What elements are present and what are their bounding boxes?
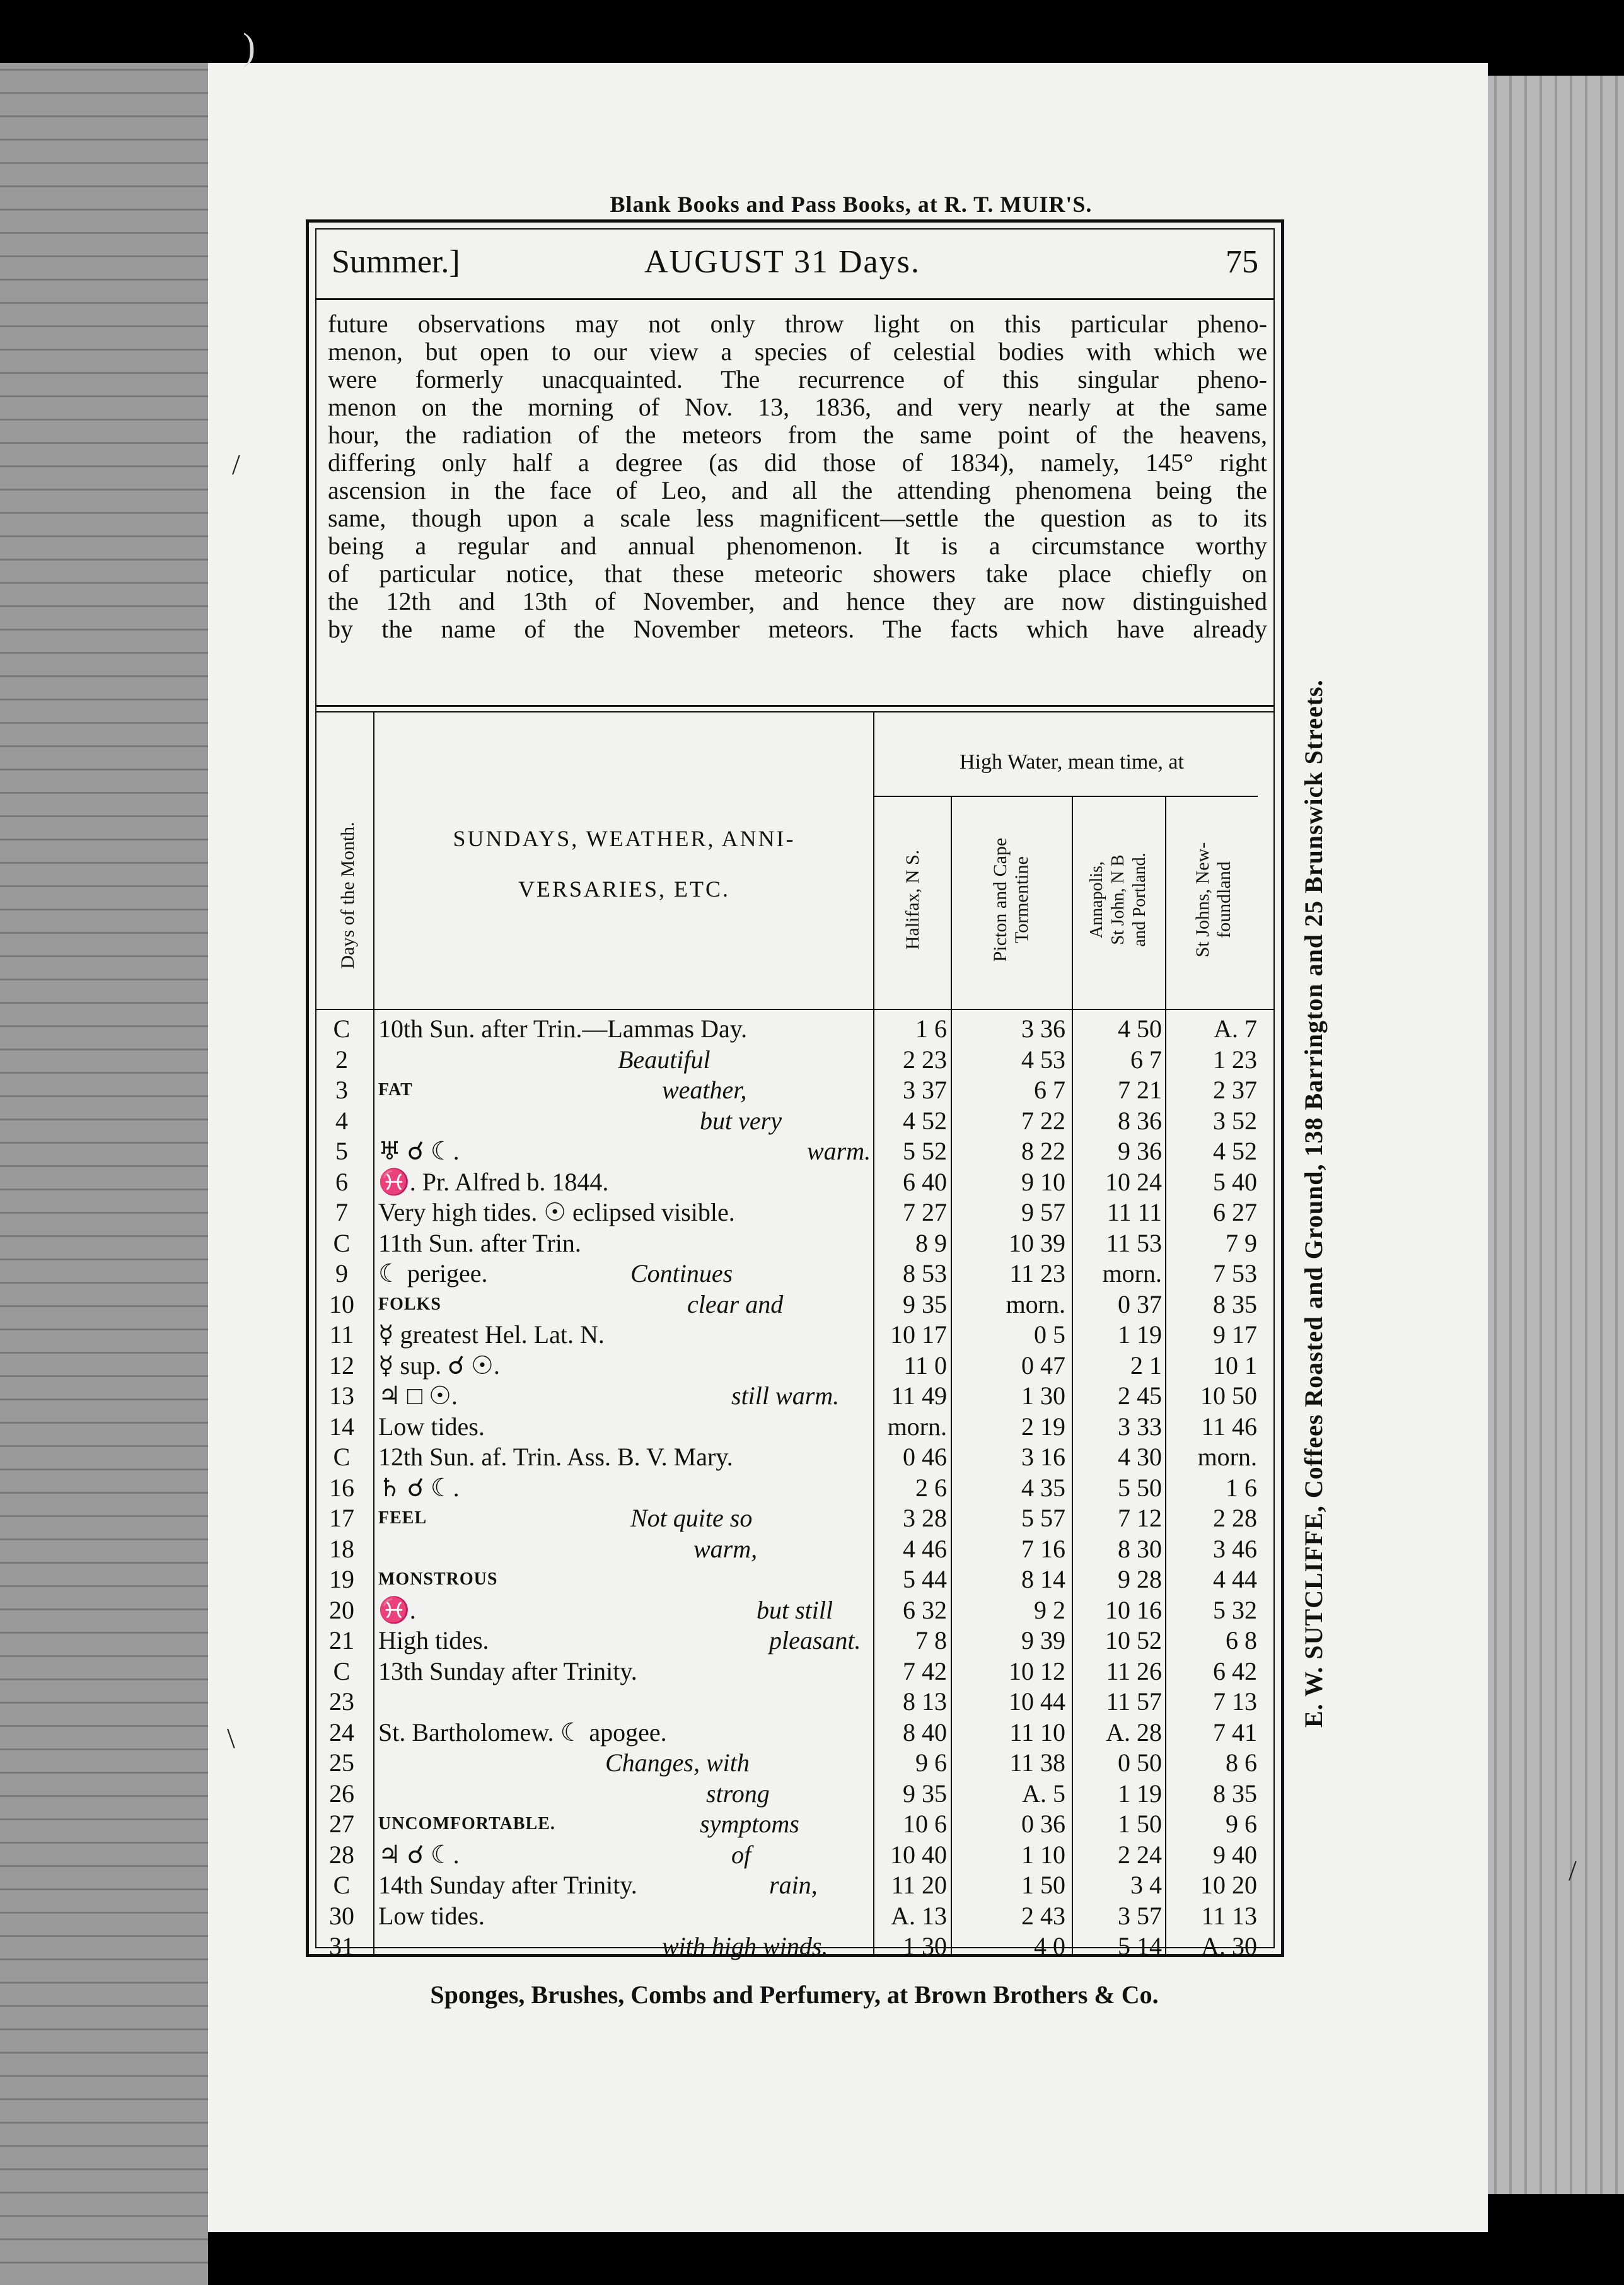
halifax-cell: 4 52: [903, 1106, 947, 1135]
event-cell: FEEL: [378, 1508, 427, 1528]
event-cell: MONSTROUS: [378, 1569, 498, 1589]
day-cell: 20: [329, 1595, 354, 1624]
halifax-cell: 10 40: [890, 1840, 947, 1869]
weather-cell: Beautiful: [618, 1045, 710, 1074]
stjohns-cell: 8 35: [1213, 1289, 1257, 1318]
picton-cell: 4 0: [1034, 1932, 1065, 1960]
picton-cell: 1 30: [1021, 1381, 1065, 1410]
day-cell: 7: [335, 1198, 348, 1226]
event-cell: FAT: [378, 1080, 413, 1100]
season-label: Summer.]: [332, 244, 460, 280]
halifax-cell: 3 37: [903, 1076, 947, 1104]
annapolis-cell: morn.: [1102, 1259, 1162, 1288]
halifax-cell: morn.: [887, 1412, 947, 1441]
event-cell: ☿ sup. ☌ ☉.: [378, 1351, 500, 1380]
stjohns-cell: 11 13: [1201, 1901, 1257, 1930]
event-cell: Low tides.: [378, 1901, 485, 1930]
side-advertisement: E. W. SUTCLIFFE, Coffees Roasted and Ground, 138 Barrington and 25 Brunswick Streets.: [1299, 679, 1328, 1728]
day-cell: 11: [329, 1320, 354, 1349]
annapolis-cell: A. 28: [1106, 1718, 1162, 1747]
page-number: 75: [1226, 244, 1258, 280]
table-row: [316, 1412, 1273, 1443]
day-cell: 31: [329, 1932, 354, 1960]
table-row: [316, 1656, 1273, 1687]
event-cell: ♄ ☌ ☾.: [378, 1473, 460, 1502]
table-row: [316, 1718, 1273, 1748]
stjohns-cell: 9 17: [1213, 1320, 1257, 1349]
annapolis-cell: 6 7: [1130, 1045, 1162, 1074]
table-row: [316, 1625, 1273, 1656]
weather-cell: with high winds.: [662, 1932, 828, 1960]
day-cell: 6: [335, 1167, 348, 1196]
table-row: [316, 1809, 1273, 1840]
table-row: [316, 1931, 1273, 1962]
halifax-cell: 5 44: [903, 1565, 947, 1593]
annapolis-header: Annapolis, St John, N B and Portland.: [1087, 852, 1149, 947]
essay-line: ascension in the face of Leo, and all the attending phenomena being the: [328, 476, 1267, 504]
annapolis-cell: 10 16: [1105, 1595, 1162, 1624]
day-cell: 30: [329, 1901, 354, 1930]
picton-cell: 1 10: [1021, 1840, 1065, 1869]
table-row: [316, 1595, 1273, 1626]
stjohns-cell: A. 30: [1201, 1932, 1257, 1960]
table-rule-top: [316, 705, 1273, 707]
halifax-cell: 2 23: [903, 1045, 947, 1074]
weather-cell: symptoms: [700, 1810, 799, 1838]
stjohns-cell: 3 46: [1213, 1534, 1257, 1563]
stjohns-cell: 10 50: [1200, 1381, 1257, 1410]
essay-line: of particular notice, that these meteoric showers take place chiefly on: [328, 559, 1267, 588]
event-cell: 14th Sunday after Trinity.: [378, 1871, 637, 1899]
picton-header: Picton and Cape Tormentine: [990, 837, 1032, 962]
annapolis-cell: 10 24: [1105, 1167, 1162, 1196]
weather-cell: strong: [706, 1779, 770, 1808]
halifax-cell: 9 6: [915, 1748, 947, 1777]
picton-cell: 7 16: [1021, 1534, 1065, 1563]
halifax-cell: 1 6: [915, 1015, 947, 1043]
stjohns-cell: 6 8: [1226, 1626, 1257, 1654]
day-cell: 24: [329, 1718, 354, 1747]
halifax-cell: 1 30: [903, 1932, 947, 1960]
stjohns-cell: 9 40: [1213, 1840, 1257, 1869]
calendar-table-rows: [316, 1014, 1273, 1962]
stjohns-cell: 1 6: [1226, 1473, 1257, 1502]
essay-line: differing only half a degree (as did those of 1834), namely, 145° right: [328, 448, 1267, 477]
table-row: [316, 1045, 1273, 1076]
picton-cell: 10 12: [1009, 1656, 1065, 1685]
stjohns-cell: 2 37: [1213, 1076, 1257, 1104]
adjacent-page-left: [0, 63, 208, 2285]
day-cell: C: [333, 1443, 351, 1471]
title-bar: [316, 230, 1273, 300]
event-cell: 12th Sun. af. Trin. Ass. B. V. Mary.: [378, 1443, 733, 1471]
corner-mark: ): [243, 26, 255, 67]
annapolis-cell: 1 19: [1118, 1779, 1162, 1808]
annapolis-cell: 10 52: [1105, 1626, 1162, 1654]
table-row: [316, 1136, 1273, 1167]
event-cell: ♃ □ ☉.: [378, 1381, 458, 1410]
halifax-header: Halifax, N S.: [902, 849, 923, 950]
weather-cell: warm,: [693, 1534, 758, 1563]
halifax-cell: 10 6: [903, 1810, 947, 1838]
annapolis-cell: 3 4: [1130, 1871, 1162, 1899]
event-cell: St. Bartholomew. ☾ apogee.: [378, 1718, 667, 1747]
day-cell: 21: [329, 1626, 354, 1654]
halifax-cell: 0 46: [903, 1443, 947, 1471]
picton-cell: 9 57: [1021, 1198, 1065, 1226]
stjohns-cell: 7 9: [1226, 1228, 1257, 1257]
stjohns-cell: 4 52: [1213, 1137, 1257, 1165]
stjohns-cell: 7 13: [1213, 1687, 1257, 1716]
day-cell: 3: [335, 1076, 348, 1104]
day-cell: 23: [329, 1687, 354, 1716]
month-title: AUGUST 31 Days.: [644, 244, 920, 280]
high-water-header: High Water, mean time, at: [960, 750, 1184, 774]
event-cell: ☿ greatest Hel. Lat. N.: [378, 1320, 605, 1349]
halifax-cell: 11 0: [903, 1351, 947, 1380]
picton-cell: 6 7: [1034, 1076, 1065, 1104]
table-row: [316, 1167, 1273, 1198]
event-cell: 13th Sunday after Trinity.: [378, 1656, 637, 1685]
table-row: [316, 1197, 1273, 1228]
weather-cell: Changes, with: [605, 1748, 750, 1777]
essay-line: menon, but open to our view a species of celestial bodies with which we: [328, 337, 1267, 366]
table-row: [316, 1779, 1273, 1810]
picton-cell: 8 14: [1021, 1565, 1065, 1593]
day-cell: C: [333, 1656, 351, 1685]
essay-line: menon on the morning of Nov. 13, 1836, and very nearly at the same: [328, 393, 1267, 421]
stjohns-cell: 3 52: [1213, 1106, 1257, 1135]
weather-cell: pleasant.: [769, 1626, 861, 1654]
day-cell: 28: [329, 1840, 354, 1869]
annapolis-cell: 4 50: [1118, 1015, 1162, 1043]
annapolis-cell: 2 45: [1118, 1381, 1162, 1410]
table-row: [316, 1228, 1273, 1259]
page-stack-edge: [1479, 76, 1624, 2194]
day-cell: 13: [329, 1381, 354, 1410]
day-cell: 19: [329, 1565, 354, 1593]
weather-cell: Not quite so: [630, 1504, 753, 1532]
annapolis-cell: 11 53: [1106, 1228, 1162, 1257]
day-cell: 12: [329, 1351, 354, 1380]
sundays-weather-header: SUNDAYS, WEATHER, ANNI- VERSARIES, ETC.: [453, 826, 796, 902]
halifax-cell: 7 27: [903, 1198, 947, 1226]
weather-cell: Continues: [630, 1259, 733, 1288]
table-row: [316, 1442, 1273, 1473]
margin-tick-1: /: [232, 448, 240, 480]
annapolis-cell: 7 12: [1118, 1504, 1162, 1532]
stjohns-cell: 2 28: [1213, 1504, 1257, 1532]
halifax-cell: 8 13: [903, 1687, 947, 1716]
picton-cell: 1 50: [1021, 1871, 1065, 1899]
halifax-cell: 2 6: [915, 1473, 947, 1502]
weather-cell: rain,: [769, 1871, 818, 1899]
annapolis-cell: 2 24: [1118, 1840, 1162, 1869]
stjohns-cell: 10 20: [1200, 1871, 1257, 1899]
halifax-cell: 7 8: [915, 1626, 947, 1654]
picton-cell: 8 22: [1021, 1137, 1065, 1165]
picton-cell: 3 36: [1021, 1015, 1065, 1043]
picton-cell: 5 57: [1021, 1504, 1065, 1532]
picton-cell: 3 16: [1021, 1443, 1065, 1471]
annapolis-cell: 9 36: [1118, 1137, 1162, 1165]
stjohns-cell: 8 35: [1213, 1779, 1257, 1808]
picton-cell: 0 47: [1021, 1351, 1065, 1380]
stjohns-cell: 7 53: [1213, 1259, 1257, 1288]
day-cell: C: [333, 1871, 351, 1899]
annapolis-cell: 11 11: [1106, 1198, 1162, 1226]
picton-cell: 11 38: [1009, 1748, 1065, 1777]
annapolis-cell: 0 37: [1118, 1289, 1162, 1318]
annapolis-cell: 3 33: [1118, 1412, 1162, 1441]
table-row: [316, 1840, 1273, 1871]
picton-cell: 11 23: [1009, 1259, 1065, 1288]
table-row: [316, 1106, 1273, 1137]
picton-cell: 2 43: [1021, 1901, 1065, 1930]
annapolis-cell: 9 28: [1118, 1565, 1162, 1593]
table-rule-top-2: [316, 711, 1273, 712]
day-cell: 17: [329, 1504, 354, 1532]
essay-line: same, though upon a scale less magnificent—settle the question as to its: [328, 504, 1267, 532]
day-cell: 18: [329, 1534, 354, 1563]
day-cell: 27: [329, 1810, 354, 1838]
halifax-cell: 8 53: [903, 1259, 947, 1288]
day-cell: 5: [335, 1137, 348, 1165]
day-cell: C: [333, 1015, 351, 1043]
table-row: [316, 1748, 1273, 1779]
table-row: [316, 1289, 1273, 1320]
weather-cell: still warm.: [731, 1381, 840, 1410]
halifax-cell: A. 13: [891, 1901, 947, 1930]
table-row: [316, 1473, 1273, 1504]
event-cell: ♓. Pr. Alfred b. 1844.: [378, 1167, 609, 1196]
stjohns-header: St Johns, New- foundland: [1192, 842, 1234, 958]
halifax-cell: 11 20: [891, 1871, 947, 1899]
weather-cell: warm.: [807, 1137, 871, 1165]
annapolis-cell: 7 21: [1118, 1076, 1162, 1104]
day-cell: 14: [329, 1412, 354, 1441]
essay-line: were formerly unacquainted. The recurrence of this singular pheno-: [328, 365, 1267, 393]
halifax-cell: 6 40: [903, 1167, 947, 1196]
picton-cell: 0 5: [1034, 1320, 1065, 1349]
table-row: [316, 1503, 1273, 1534]
annapolis-cell: 1 50: [1118, 1810, 1162, 1838]
event-cell: 11th Sun. after Trin.: [378, 1228, 581, 1257]
picton-cell: A. 5: [1022, 1779, 1065, 1808]
essay-line: by the name of the November meteors. The facts which have already: [328, 615, 1267, 643]
stjohns-cell: 6 27: [1213, 1198, 1257, 1226]
stjohns-cell: 1 23: [1213, 1045, 1257, 1074]
event-cell: High tides.: [378, 1626, 489, 1654]
weather-cell: but still: [757, 1595, 833, 1624]
picton-cell: 9 2: [1034, 1595, 1065, 1624]
annapolis-cell: 4 30: [1118, 1443, 1162, 1471]
header-advertisement: Blank Books and Pass Books, at R. T. MUIR'S.: [610, 192, 1093, 217]
header-bottom-rule: [316, 1009, 1273, 1010]
event-cell: FOLKS: [378, 1294, 441, 1314]
table-row: [316, 1870, 1273, 1901]
weather-cell: clear and: [687, 1289, 784, 1318]
day-cell: 4: [335, 1106, 348, 1135]
stjohns-cell: 7 41: [1213, 1718, 1257, 1747]
essay-line: the 12th and 13th of November, and hence they are now distinguished: [328, 587, 1267, 615]
stjohns-cell: 8 6: [1226, 1748, 1257, 1777]
annapolis-cell: 1 19: [1118, 1320, 1162, 1349]
days-of-month-header: Days of the Month.: [337, 822, 358, 969]
day-cell: 10: [329, 1289, 354, 1318]
day-cell: 9: [335, 1259, 348, 1288]
stjohns-cell: 11 46: [1201, 1412, 1257, 1441]
table-row: [316, 1534, 1273, 1565]
event-cell: ☾ perigee.: [378, 1259, 488, 1288]
annapolis-cell: 11 26: [1106, 1656, 1162, 1685]
table-row: [316, 1901, 1273, 1932]
stjohns-cell: 6 42: [1213, 1656, 1257, 1685]
essay-line: being a regular and annual phenomenon. It is a circumstance worthy: [328, 532, 1267, 560]
event-cell: Very high tides. ☉ eclipsed visible.: [378, 1198, 735, 1226]
table-row: [316, 1075, 1273, 1106]
picton-cell: 0 36: [1021, 1810, 1065, 1838]
halifax-cell: 8 9: [915, 1228, 947, 1257]
annapolis-cell: 0 50: [1118, 1748, 1162, 1777]
picton-cell: morn.: [1006, 1289, 1065, 1318]
table-row: [316, 1381, 1273, 1412]
stjohns-cell: 5 32: [1213, 1595, 1257, 1624]
picton-cell: 11 10: [1009, 1718, 1065, 1747]
halifax-cell: 8 40: [903, 1718, 947, 1747]
day-cell: 16: [329, 1473, 354, 1502]
event-cell: ♃ ☌ ☾.: [378, 1840, 460, 1869]
annapolis-cell: 5 14: [1118, 1932, 1162, 1960]
halifax-cell: 9 35: [903, 1289, 947, 1318]
picton-cell: 4 53: [1021, 1045, 1065, 1074]
weather-cell: but very: [700, 1106, 782, 1135]
weather-cell: of: [731, 1840, 751, 1869]
annapolis-cell: 8 36: [1118, 1106, 1162, 1135]
event-cell: UNCOMFORTABLE.: [378, 1814, 555, 1834]
picton-cell: 4 35: [1021, 1473, 1065, 1502]
essay-line: future observations may not only throw light on this particular pheno-: [328, 310, 1267, 338]
halifax-cell: 5 52: [903, 1137, 947, 1165]
picton-cell: 9 39: [1021, 1626, 1065, 1654]
event-cell: Low tides.: [378, 1412, 485, 1441]
day-cell: 26: [329, 1779, 354, 1808]
day-cell: 2: [335, 1045, 348, 1074]
stjohns-cell: A. 7: [1214, 1015, 1257, 1043]
footer-advertisement: Sponges, Brushes, Combs and Perfumery, at Brown Brothers & Co.: [430, 1980, 1159, 2009]
essay-line: hour, the radiation of the meteors from the same point of the heavens,: [328, 421, 1267, 449]
picton-cell: 10 44: [1009, 1687, 1065, 1716]
picton-cell: 2 19: [1021, 1412, 1065, 1441]
event-cell: ♅ ☌ ☾.: [378, 1137, 460, 1165]
stjohns-cell: 4 44: [1213, 1565, 1257, 1593]
event-cell: 10th Sun. after Trin.—Lammas Day.: [378, 1015, 748, 1043]
annapolis-cell: 3 57: [1118, 1901, 1162, 1930]
picton-cell: 9 10: [1021, 1167, 1065, 1196]
table-row: [316, 1564, 1273, 1595]
margin-tick-2: \: [227, 1722, 235, 1754]
annapolis-cell: 5 50: [1118, 1473, 1162, 1502]
annapolis-cell: 2 1: [1130, 1351, 1162, 1380]
halifax-cell: 9 35: [903, 1779, 947, 1808]
stjohns-cell: morn.: [1197, 1443, 1257, 1471]
halifax-cell: 6 32: [903, 1595, 947, 1624]
table-row: [316, 1014, 1273, 1045]
table-row: [316, 1259, 1273, 1289]
table-row: [316, 1687, 1273, 1718]
stjohns-cell: 10 1: [1213, 1351, 1257, 1380]
table-row: [316, 1351, 1273, 1381]
event-cell: ♓.: [378, 1595, 416, 1624]
halifax-cell: 7 42: [903, 1656, 947, 1685]
annapolis-cell: 11 57: [1106, 1687, 1162, 1716]
day-cell: 25: [329, 1748, 354, 1777]
halifax-cell: 3 28: [903, 1504, 947, 1532]
annapolis-cell: 8 30: [1118, 1534, 1162, 1563]
picton-cell: 7 22: [1021, 1106, 1065, 1135]
weather-cell: weather,: [662, 1076, 747, 1104]
picton-cell: 10 39: [1009, 1228, 1065, 1257]
halifax-cell: 10 17: [890, 1320, 947, 1349]
meteor-essay-text: [328, 310, 1267, 643]
halifax-cell: 11 49: [891, 1381, 947, 1410]
stjohns-cell: 5 40: [1213, 1167, 1257, 1196]
stjohns-cell: 9 6: [1226, 1810, 1257, 1838]
margin-tick-3: /: [1569, 1854, 1577, 1887]
table-row: [316, 1320, 1273, 1351]
halifax-cell: 4 46: [903, 1534, 947, 1563]
day-cell: C: [333, 1228, 351, 1257]
